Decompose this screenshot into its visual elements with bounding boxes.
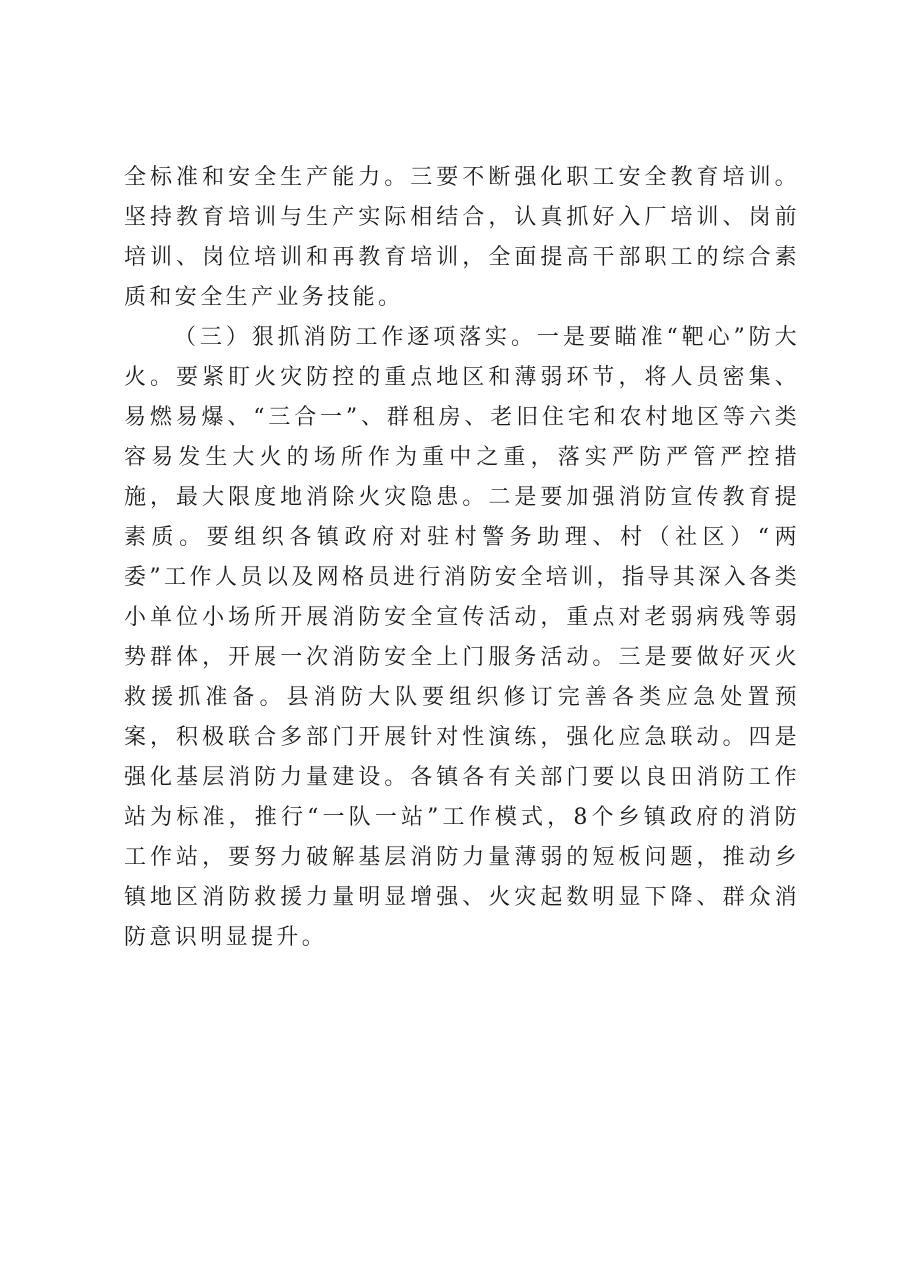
body-text bbox=[124, 158, 800, 958]
paragraph-continuation: 全标准和安全生产能力。三要不断强化职工安全教育培训。坚持教育培训与生产实际相结合，认真抓好入厂培训、岗前培训、岗位培训和再教育培训，全面提高干部职工的综合素质和安全生产业务技能。 bbox=[124, 165, 800, 310]
paragraph-fire-safety: （三）狠抓消防工作逐项落实。一是要瞄准“靶心”防大火。要紧盯火灾防控的重点地区和薄弱环节，将人员密集、易燃易爆、“三合一”、群租房、老旧住宅和农村地区等六类容易发生大火的场所作为重中之重，落实严防严管严控措施，最大限度地消除火灾隐患。二是要加强消防宣传教育提素质。要组织各镇政府对驻村警务助理、村（社区）“两委”工作人员以及网格员进行消防安全培训，指导其深入各类小单位小场所开展消防安全宣传活动，重点对老弱病残等弱势群体，开展一次消防安全上门服务活动。三是要做好灭火救援抓准备。县消防大队要组织修订完善各类应急处置预案，积极联合多部门开展针对性演练，强化应急联动。四是强化基层消防力量建设。各镇各有关部门要以良田消防工作站为标准，推行“一队一站”工作模式，8个乡镇政府的消防工作站，要努力破解基层消防力量薄弱的短板问题，推动乡镇地区消防救援力量明显增强、火灾起数明显下降、群众消防意识明显提升。 bbox=[124, 325, 800, 950]
